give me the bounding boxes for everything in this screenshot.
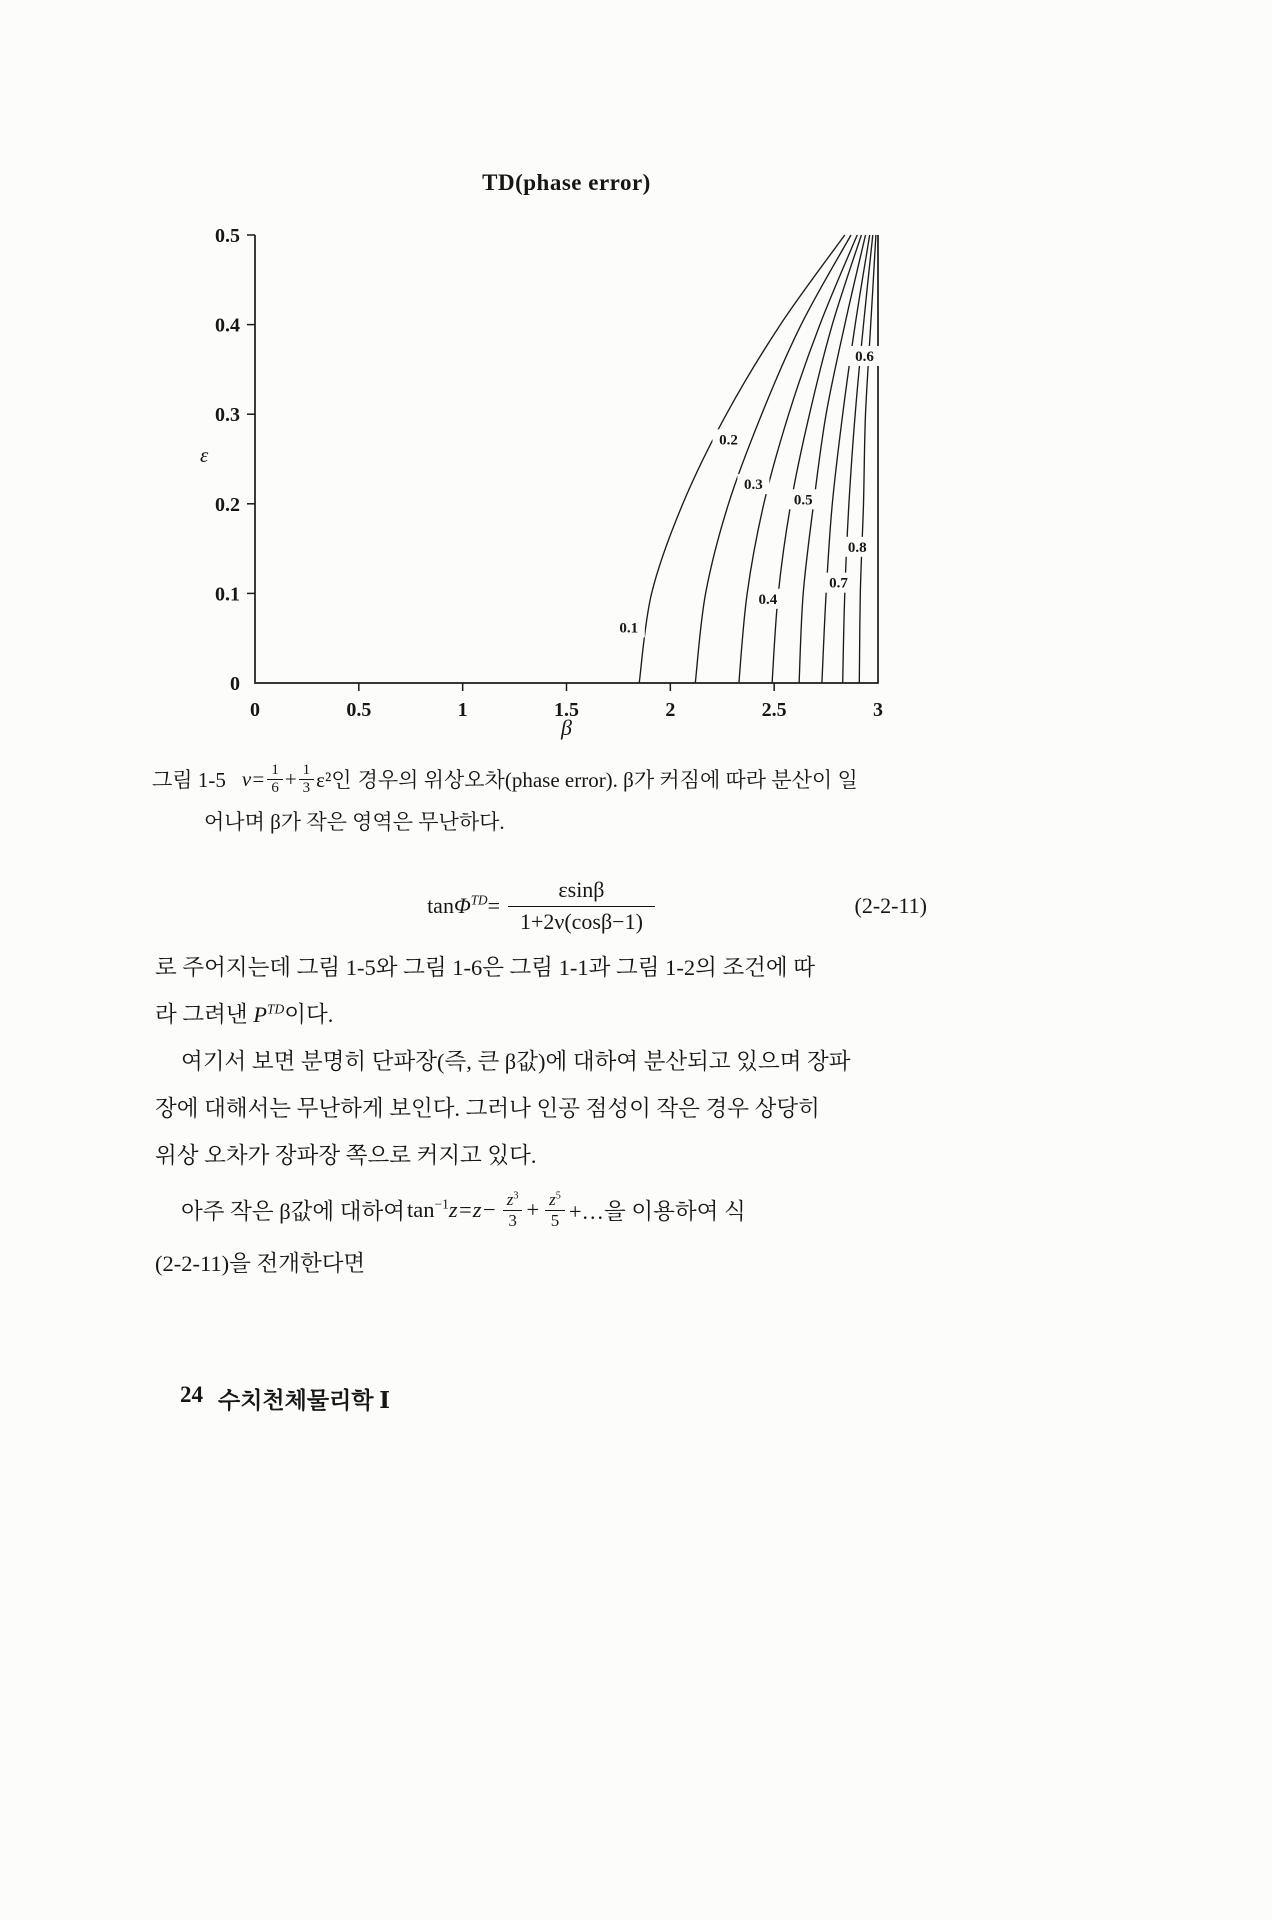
contour-curve-0.4 <box>772 235 861 683</box>
paragraph-1-line-1: 로 주어지는데 그림 1-5와 그림 1-6은 그림 1-1과 그림 1-2의 조건에 따 <box>155 955 816 980</box>
contour-curve-0.8 <box>859 235 876 683</box>
contour-curve-0.5 <box>799 235 865 683</box>
caption-formula-lhs: ν= <box>241 766 266 791</box>
y-axis-label: ε <box>200 443 209 467</box>
contour-label: 0.1 <box>619 620 639 637</box>
equation-lhs: tanΦ$^{TD}$= <box>427 892 500 918</box>
caption-text: 경우의 위상오차(phase error). β가 커짐에 따라 분산이 일 <box>357 768 858 793</box>
axes-frame <box>255 235 878 683</box>
contour-label: 0.3 <box>744 477 763 494</box>
x-tick-label: 1.5 <box>554 699 579 721</box>
caption-formula-rhs: ε²인 <box>316 768 352 793</box>
x-tick-label: 2.5 <box>761 699 787 721</box>
book-title: 수치천체물리학 Ⅰ <box>218 1388 391 1413</box>
paragraph-1-line-2: 라 그려낸 $P^{TD}$이다. <box>155 1001 334 1027</box>
y-tick-label: 0.5 <box>215 225 240 247</box>
phase-error-contour-chart <box>150 160 930 740</box>
x-tick-label: 0.5 <box>346 699 372 721</box>
inline-fraction-2: $\frac{z^5}{5}$ <box>545 1190 565 1229</box>
y-tick-label: 0.4 <box>215 314 240 337</box>
equation-2-2-11 <box>155 872 933 940</box>
caption-plus: + <box>284 766 297 791</box>
figure-label: 그림 1-5 <box>152 768 226 793</box>
contour-label: 0.4 <box>758 591 778 608</box>
x-axis-label: β <box>561 715 572 740</box>
figure-caption <box>152 762 952 836</box>
chart-title: TD(phase error) <box>482 170 651 195</box>
y-tick-label: 0.1 <box>215 583 240 606</box>
body-text <box>155 944 955 1288</box>
caption-line-2: 어나며 β가 작은 영역은 무난하다. <box>204 809 505 834</box>
x-tick-label: 2 <box>665 699 676 721</box>
x-tick-label: 3 <box>873 699 883 721</box>
caption-fraction-2: $\frac{1}{3}$ <box>299 762 315 797</box>
contour-label: 0.7 <box>829 575 848 592</box>
inline-formula: $\tan^{-1}z=z-$ <box>406 1196 497 1222</box>
paragraph-2-line-2: 장에 대해서는 무난하게 보인다. 그러나 인공 점성이 작은 경우 상당히 <box>155 1096 820 1121</box>
paragraph-2-line-3: 위상 오차가 장파장 쪽으로 커지고 있다. <box>155 1143 537 1168</box>
page-footer <box>180 1382 390 1415</box>
y-tick-label: 0.2 <box>215 493 240 516</box>
page-number: 24 <box>180 1382 203 1407</box>
paragraph-2-line-1: 여기서 보면 분명히 단파장(즉, 큰 β값)에 대하여 분산되고 있으며 장파 <box>181 1049 851 1074</box>
x-tick-label: 0 <box>250 699 260 721</box>
y-tick-label: 0.3 <box>215 404 240 427</box>
inline-fraction-1: $\frac{z^3}{3}$ <box>503 1190 523 1229</box>
equation-number: (2-2-11) <box>854 893 927 918</box>
contour-label: 0.8 <box>847 539 867 556</box>
y-tick-label: 0 <box>230 673 240 695</box>
contour-label: 0.5 <box>793 492 813 509</box>
caption-line-1 <box>152 762 952 797</box>
caption-fraction-1: $\frac{1}{6}$ <box>267 762 283 797</box>
contour-curve-0.2 <box>695 235 851 683</box>
paragraph-3-line-1: 아주 작은 β값에 대하여 $\tan^{-1}z=z-$ $\frac{z^3}{3}$ + $\frac{z^5}{5}$ +…을 이용하여 식 <box>181 1190 746 1230</box>
contour-label: 0.2 <box>719 432 738 449</box>
contour-curve-0.7 <box>843 235 873 683</box>
x-tick-label: 1 <box>457 699 468 721</box>
paragraph-3-line-2: (2-2-11)을 전개한다면 <box>155 1251 366 1276</box>
equation-fraction: $\frac{\varepsilon\sin\beta}{1+2\nu(\cos\beta-1)}$ <box>508 878 655 934</box>
contour-curve-0.1 <box>639 235 845 683</box>
contour-label: 0.6 <box>855 348 874 365</box>
